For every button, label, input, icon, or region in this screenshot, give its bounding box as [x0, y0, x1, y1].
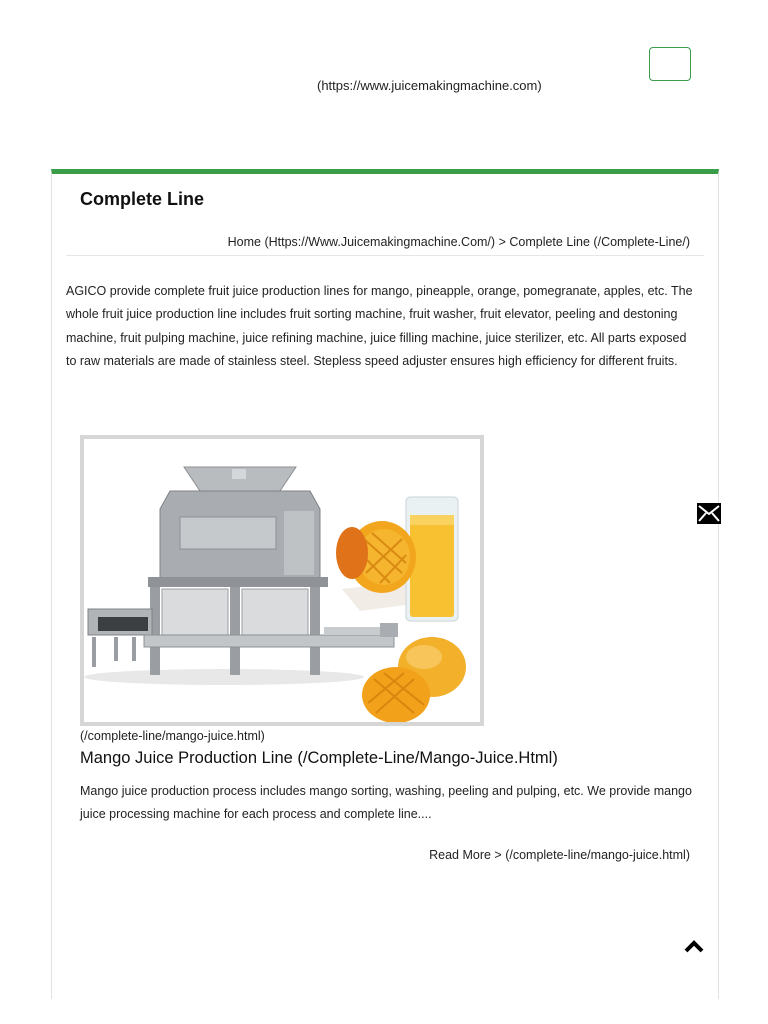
breadcrumb-current-link[interactable]: Complete Line (/Complete-Line/) — [509, 235, 690, 249]
content-card — [51, 169, 719, 999]
product-image[interactable] — [80, 435, 484, 726]
site-logo-link[interactable]: (https://www.juicemakingmachine.com) — [317, 78, 542, 93]
product-image-link[interactable]: (/complete-line/mango-juice.html) — [80, 729, 265, 743]
chevron-up-icon[interactable] — [684, 938, 704, 954]
breadcrumb — [228, 235, 690, 249]
product-description: Mango juice production process includes mango sorting, washing, peeling and pulping, etc. We provide mango juice processing machine for each process and complete line.... — [80, 784, 692, 822]
title-divider — [66, 255, 704, 256]
intro-paragraph: AGICO provide complete fruit juice production lines for mango, pineapple, orange, pomegranate, apples, etc. The whole fruit juice production line includes fruit sorting machine, fruit washer, fruit elevator, peeling and destoning machine, fruit pulping machine, juice refining machine, juice filling machine, juice sterilizer, etc. All parts exposed to raw materials are made of stainless steel. Stepless speed adjuster ensures high efficiency for different fruits. — [66, 284, 693, 368]
envelope-icon[interactable] — [697, 503, 721, 524]
read-more-link[interactable]: Read More > (/complete-line/mango-juice.html) — [429, 848, 690, 862]
breadcrumb-separator: > — [498, 235, 506, 249]
breadcrumb-home-link[interactable]: Home (Https://Www.Juicemakingmachine.Com/) — [227, 235, 496, 249]
product-title-link[interactable]: Mango Juice Production Line (/Complete-Line/Mango-Juice.Html) — [80, 749, 558, 767]
site-header — [0, 0, 768, 130]
mango-juice-machine-illustration — [84, 439, 480, 722]
menu-toggle-button[interactable] — [649, 47, 691, 81]
page-title: Complete Line — [80, 189, 205, 209]
